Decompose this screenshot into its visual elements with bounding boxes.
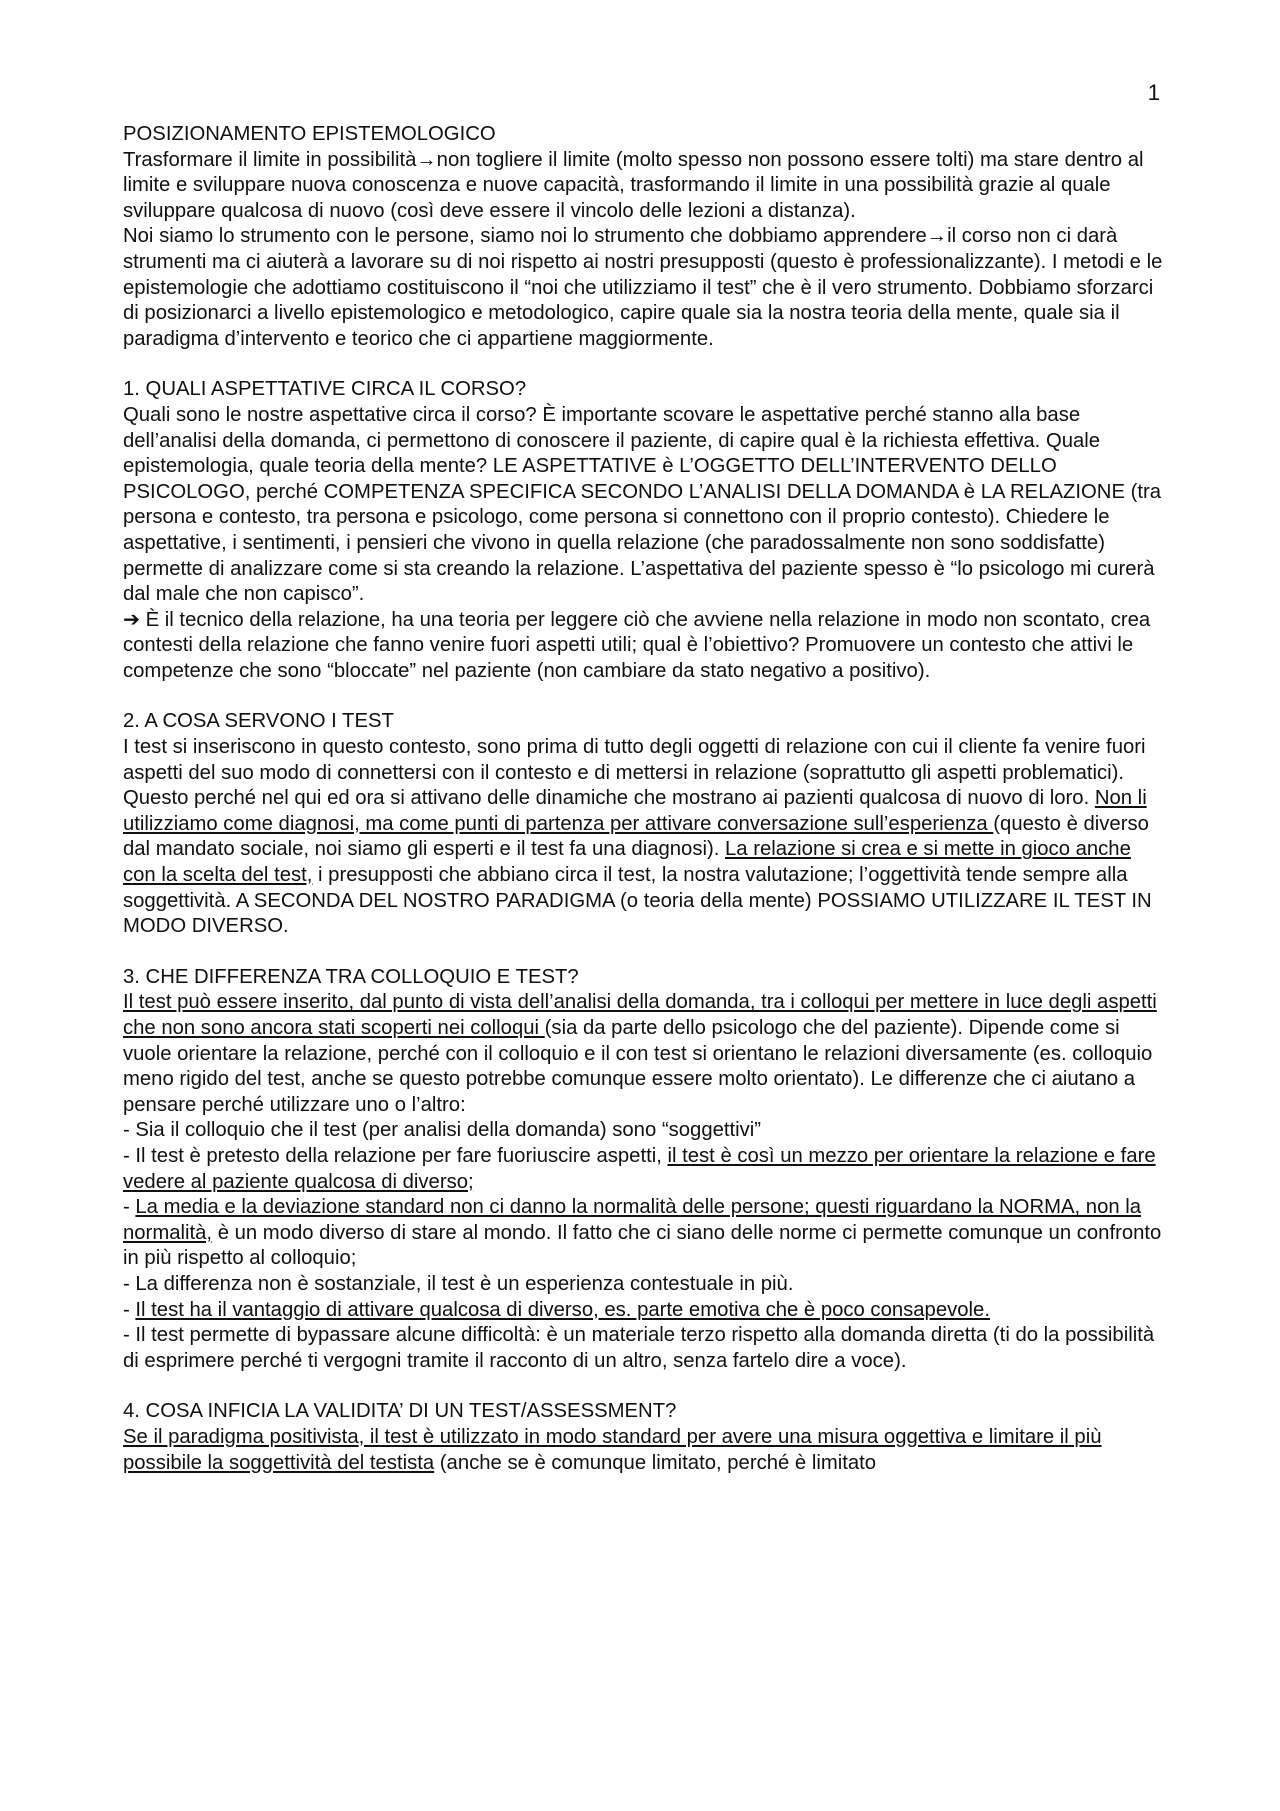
underlined-text: il test è così un mezzo per orientare la relazione e fare vedere al paziente qualcosa di diverso; — [123, 1144, 1156, 1193]
underlined-text: Il test può essere inserito, dal punto di vista dell’analisi della domanda, tra i colloqui per mettere in luce degli aspetti che non sono ancora stati scoperti nei colloqui — [123, 991, 1157, 1039]
text-run: è un modo diverso di stare al mondo. Il fatto che ci siano delle norme ci permette comunque un confronto in più rispetto al colloquio; — [123, 1221, 1162, 1270]
spacer — [123, 940, 1169, 965]
paragraph — [123, 735, 1169, 940]
underlined-text: La media e la deviazione standard non ci danno la normalità delle persone; questi riguardano la NORMA, non la normalità, — [123, 1196, 1142, 1244]
list-item: - La differenza non è sostanziale, il test è un esperienza contestuale in più. — [123, 1272, 794, 1295]
underlined-text: La relazione si crea e si mette in gioco anche con la scelta del test, — [123, 838, 1131, 887]
section-heading-test: 2. A COSA SERVONO I TEST — [123, 710, 394, 733]
spacer — [123, 684, 1169, 709]
paragraph — [123, 1425, 1169, 1476]
underlined-text: Non li utilizziamo come diagnosi, ma come punti di partenza per attivare conversazione sull’esperienza — [123, 787, 1147, 835]
text-run: I test si inseriscono in questo contesto, sono prima di tutto degli oggetti di relazione con cui il cliente fa venire fuori aspetti del suo modo di connettersi con il contesto e di mettersi in relazione (soprattutto gli aspetti problematici). Questo perché nel qui ed ora si attivano delle dinamiche che mostrano ai pazienti qualcosa di nuovo di loro. — [123, 736, 1146, 810]
text-run: - — [123, 1298, 136, 1321]
list-item — [123, 1195, 1169, 1272]
text-run: (anche se è comunque limitato, perché è limitato — [434, 1451, 877, 1474]
list-item — [123, 1144, 1169, 1195]
list-item — [123, 1298, 1169, 1324]
text-run: i presupposti che abbiano circa il test, la nostra valutazione; l’oggettività tende sempre alla soggettività. A SECONDA DEL NOSTRO PARADIGMA (o teoria della mente) POSSIAMO UTILIZZARE IL TEST IN MODO DIVERSO. — [123, 864, 1152, 938]
paragraph: ➔ È il tecnico della relazione, ha una teoria per leggere ciò che avviene nella relazione in modo non scontato, crea contesti della relazione che fanno venire fuori aspetti utili; qual è l’obiettivo? Promuovere un contesto che attivi le competenze che sono “bloccate” nel paziente (non cambiare da stato negativo a positivo). — [123, 608, 1151, 682]
document-body — [123, 122, 1169, 1476]
section-heading-validita: 4. COSA INFICIA LA VALIDITA’ DI UN TEST/ASSESSMENT? — [123, 1400, 677, 1423]
underlined-text: Se il paradigma positivista, il test è utilizzato in modo standard per avere una misura oggettiva e limitare il più possibile la soggettività del testista — [123, 1425, 1102, 1474]
spacer — [123, 1374, 1169, 1399]
page-number: 1 — [1147, 80, 1160, 105]
paragraph: Quali sono le nostre aspettative circa il corso? È importante scovare le aspettative perché stanno alla base dell’analisi della domanda, ci permettono di conoscere il paziente, di capire qual è la richiesta effettiva. Quale epistemologia, quale teoria della mente? LE ASPETTATIVE è L’OGGETTO DELL’INTERVENTO DELLO PSICOLOGO, perché COMPETENZA SPECIFICA SECONDO L’ANALISI DELLA DOMANDA è LA RELAZIONE (tra persona e contesto, tra persona e psicologo, come persona si connettono con il proprio contesto). Chiedere le aspettative, i sentimenti, i pensieri che vivono in quella relazione (che paradossalmente non sono soddisfatte) permette di analizzare come si sta creando la relazione. L’aspettativa del paziente spesso è “lo psicologo mi curerà dal male che non capisco”. — [123, 403, 1162, 606]
text-run: (sia da parte dello psicologo che del paziente). Dipende come si vuole orientare la relazione, perché con il colloquio e il con test si orientano le relazioni diversamente (es. colloquio meno rigido del test, anche se questo potrebbe comunque essere molto orientato). Le differenze che ci aiutano a pensare perché utilizzare uno o l’altro: — [123, 1017, 1153, 1116]
list-item: - Il test permette di bypassare alcune difficoltà: è un materiale terzo rispetto alla domanda diretta (ti do la possibilità di esprimere perché ti vergogni tramite il racconto di un altro, senza fartelo dire a voce). — [123, 1324, 1155, 1372]
spacer — [123, 352, 1169, 377]
section-heading-aspettative: 1. QUALI ASPETTATIVE CIRCA IL CORSO? — [123, 378, 527, 401]
text-run: - Il test è pretesto della relazione per fare fuoriuscire aspetti, — [123, 1144, 668, 1167]
paragraph — [123, 990, 1169, 1118]
text-run: (questo è diverso dal mandato sociale, noi siamo gli esperti e il test fa una diagnosi). — [123, 812, 1149, 861]
paragraph: Trasformare il limite in possibilità→non togliere il limite (molto spesso non possono essere tolti) ma stare dentro al limite e sviluppare nuova conoscenza e nuove capacità, trasformando il limite in una possibilità grazie al quale sviluppare qualcosa di nuovo (così deve essere il vincolo delle lezioni a distanza). — [123, 148, 1144, 222]
section-heading-epistemologico: POSIZIONAMENTO EPISTEMOLOGICO — [123, 123, 496, 145]
text-run: - — [123, 1196, 136, 1219]
paragraph: Noi siamo lo strumento con le persone, siamo noi lo strumento che dobbiamo apprendere→il corso non ci darà strumenti ma ci aiuterà a lavorare su di noi rispetto ai nostri presupposti (questo è professionalizzante). I metodi e le epistemologie che adottiamo costituiscono il “noi che utilizziamo il test” che è il vero strumento. Dobbiamo sforzarci di posizionarci a livello epistemologico e metodologico, capire quale sia la nostra teoria della mente, quale sia il paradigma d’intervento e teorico che ci appartiene maggiormente. — [123, 225, 1163, 350]
underlined-text: Il test ha il vantaggio di attivare qualcosa di diverso, es. parte emotiva che è poco consapevole. — [135, 1298, 990, 1321]
section-heading-differenza: 3. CHE DIFFERENZA TRA COLLOQUIO E TEST? — [123, 965, 579, 988]
list-item: - Sia il colloquio che il test (per analisi della domanda) sono “soggettivi” — [123, 1119, 762, 1142]
